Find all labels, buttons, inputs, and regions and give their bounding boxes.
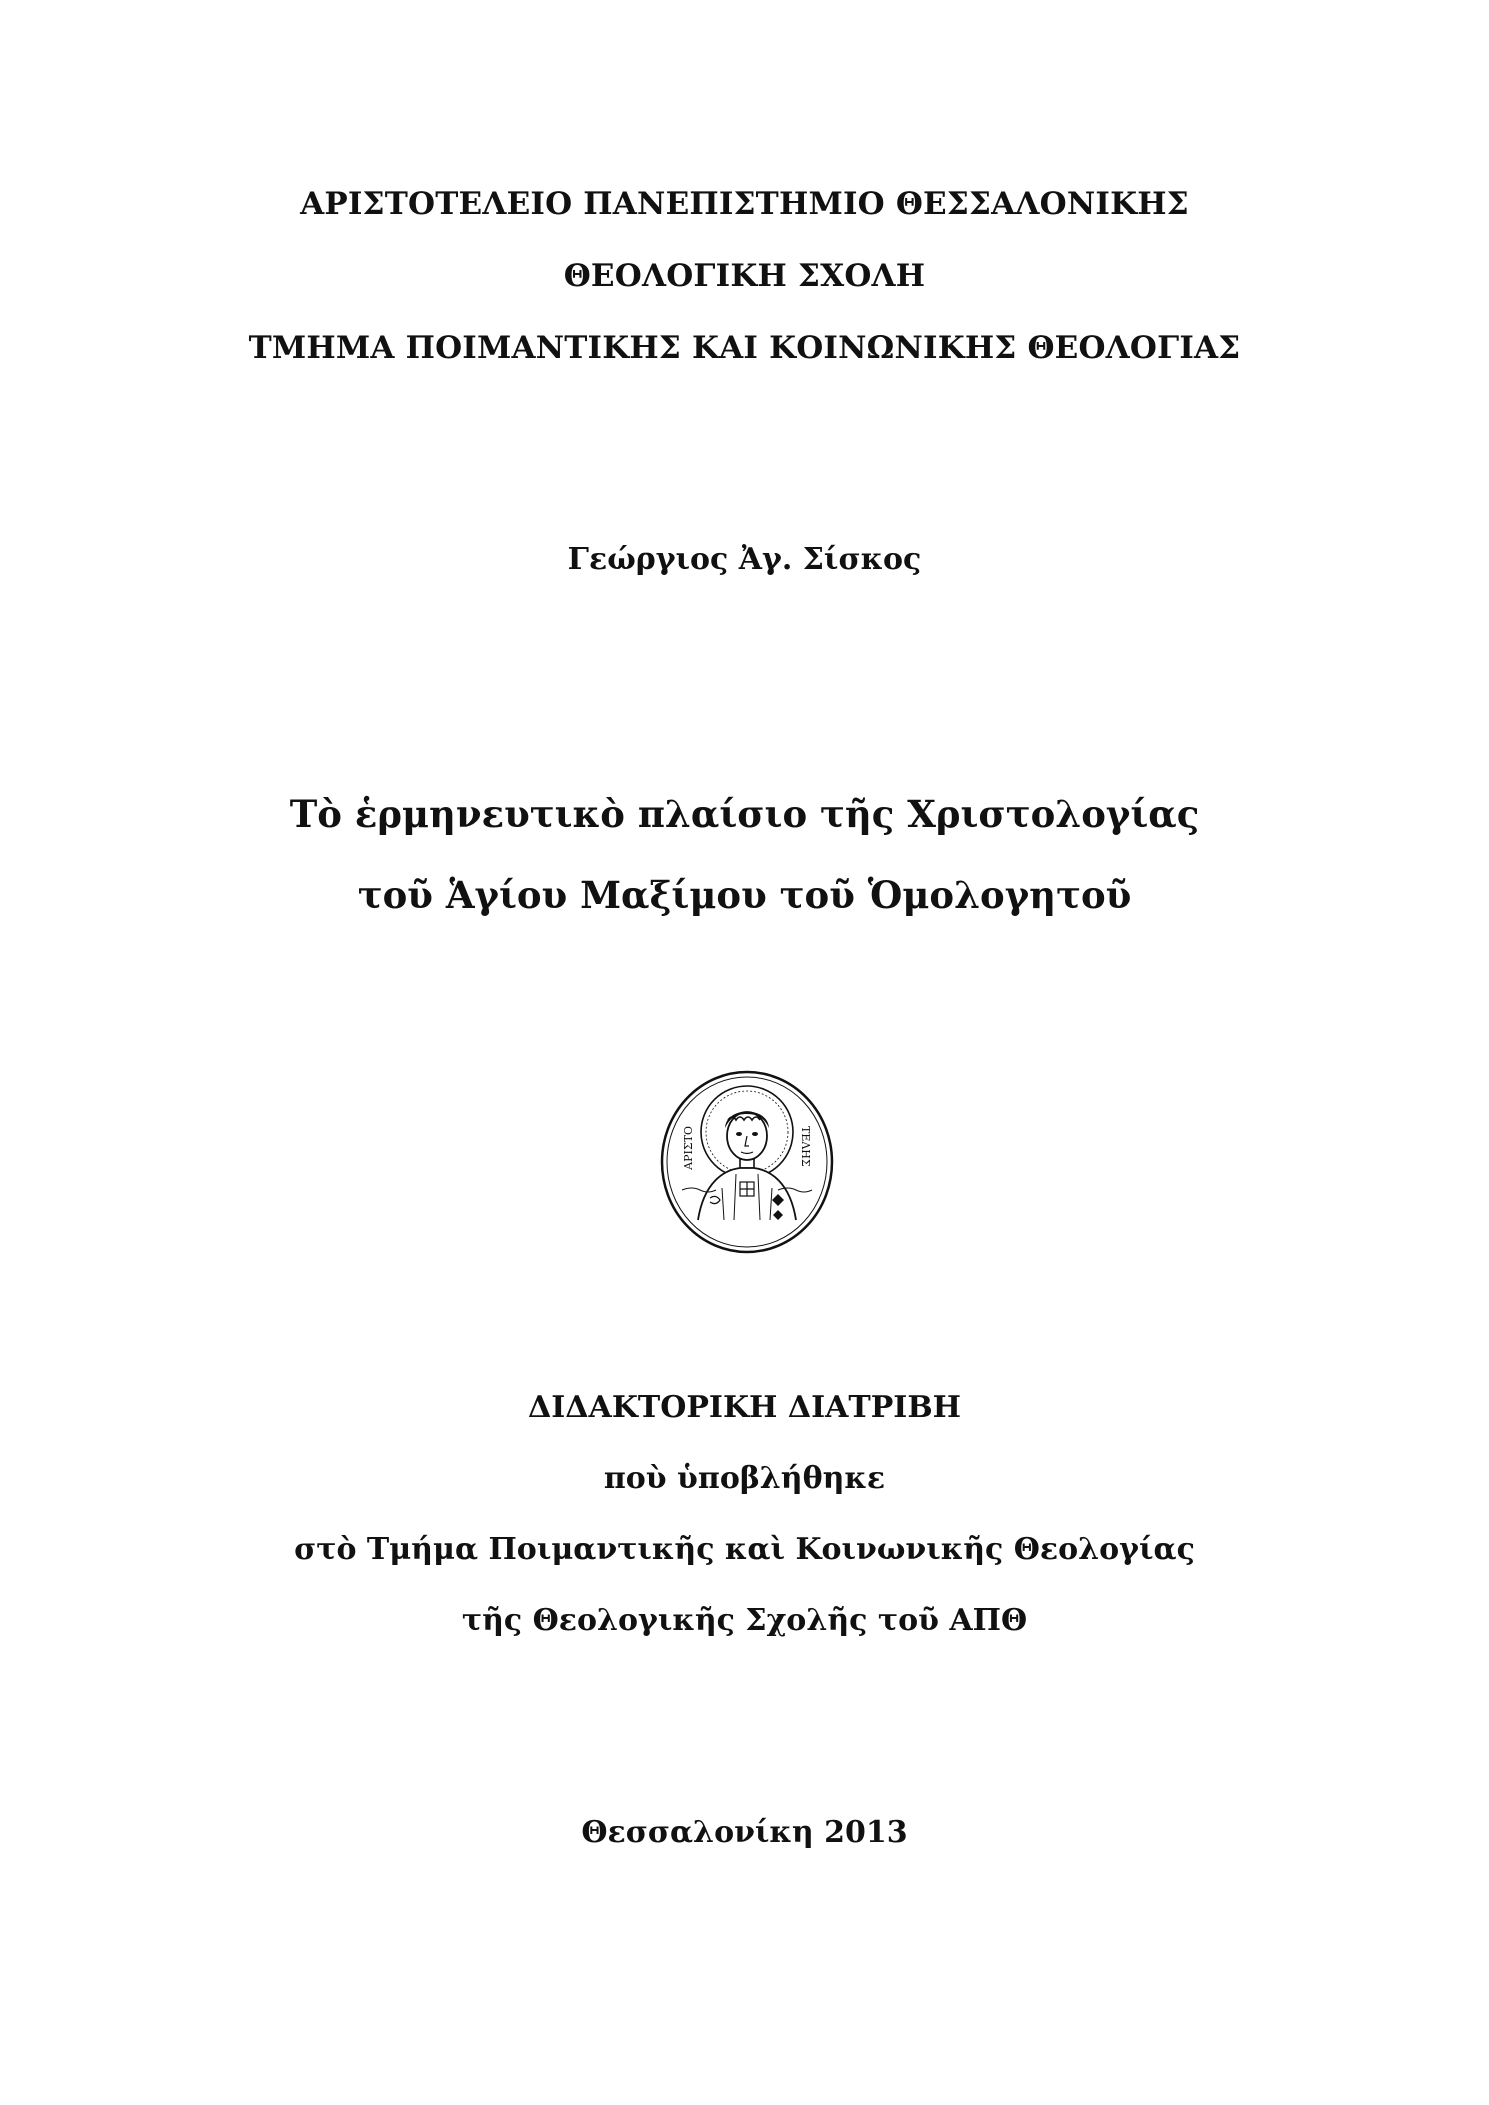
university-name: ΑΡΙΣΤΟΤΕΛΕΙΟ ΠΑΝΕΠΙΣΤΗΜΙΟ ΘΕΣΣΑΛΟΝΙΚΗΣ — [300, 186, 1189, 222]
thesis-type: ΔΙΔΑΚΤΟΡΙΚΗ ΔΙΑΤΡΙΒΗ — [527, 1390, 962, 1425]
place-and-date: Θεσσαλονίκη 2013 — [581, 1815, 908, 1850]
thesis-title-line-2: τοῦ Ἁγίου Μαξίμου τοῦ Ὁμολογητοῦ — [357, 873, 1132, 917]
seal-inscription-left: ΑΡΙΣΤΟ — [682, 1126, 695, 1170]
seal-inscription-right: ΤΕΛΗΣ — [799, 1126, 812, 1167]
school-name: ΘΕΟΛΟΓΙΚΗ ΣΧΟΛΗ — [563, 258, 926, 294]
thesis-title-line-1: Τὸ ἑρμηνευτικὸ πλαίσιο τῆς Χριστολογίας — [289, 792, 1200, 836]
university-seal-icon — [660, 1070, 834, 1254]
author-name: Γεώργιος Ἀγ. Σίσκος — [567, 542, 922, 577]
submission-school-line: τῆς Θεολογικῆς Σχολῆς τοῦ ΑΠΘ — [461, 1603, 1028, 1638]
submission-department-line: στὸ Τμήμα Ποιμαντικῆς καὶ Κοινωνικῆς Θεολογίας — [294, 1532, 1195, 1567]
submission-line: ποὺ ὑποβλήθηκε — [603, 1461, 886, 1496]
department-name: ΤΜΗΜΑ ΠΟΙΜΑΝΤΙΚΗΣ ΚΑΙ ΚΟΙΝΩΝΙΚΗΣ ΘΕΟΛΟΓΙΑΣ — [248, 330, 1241, 366]
